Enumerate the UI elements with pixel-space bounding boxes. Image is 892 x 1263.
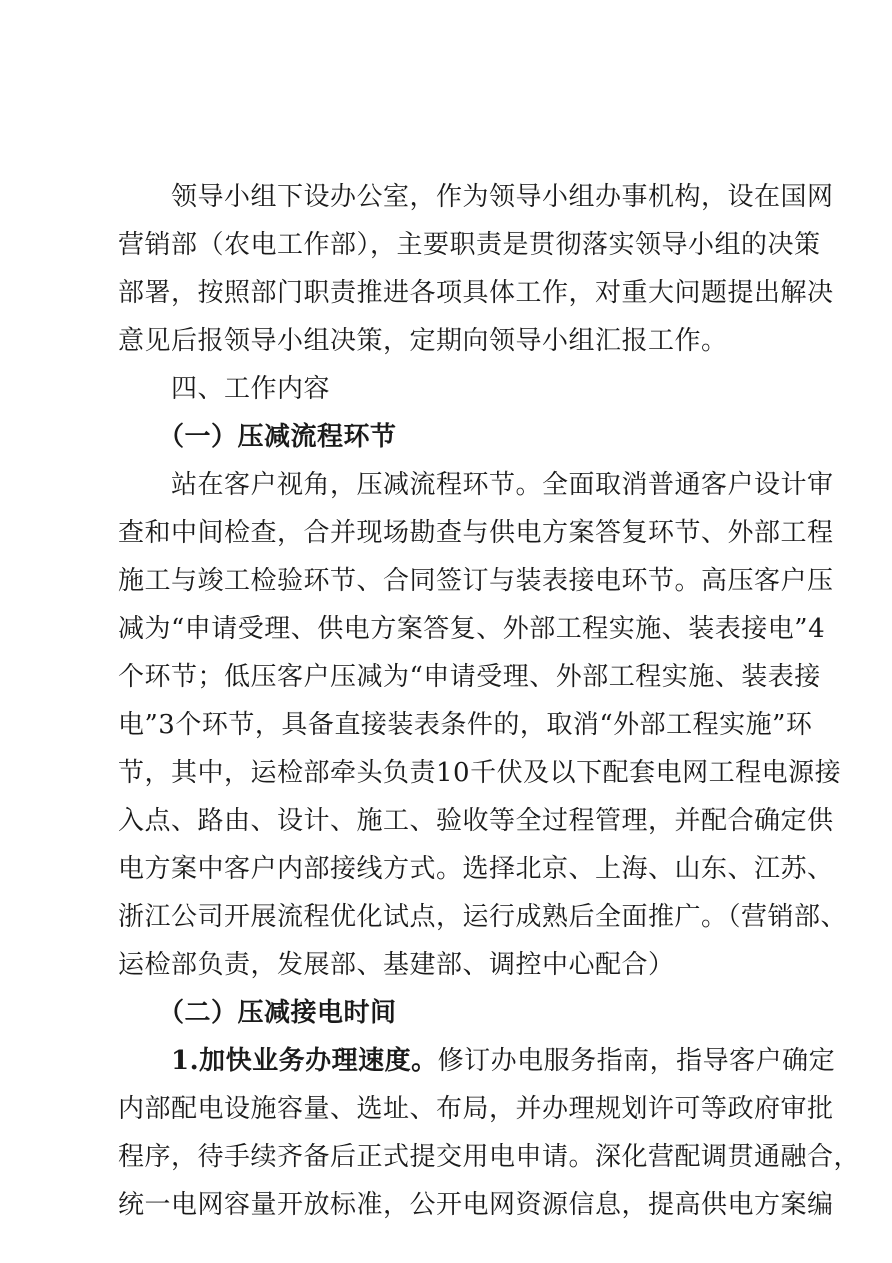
subsection-heading: （一）压减流程环节 — [118, 422, 397, 452]
text-line: 查和中间检查，合并现场勘查与供电方案答复环节、外部工程 — [118, 518, 834, 548]
text-line: 电”3个环节，具备直接装表条件的，取消“外部工程实施”环 — [118, 710, 813, 740]
text-line: 入点、路由、设计、施工、验收等全过程管理，并配合确定供 — [118, 806, 834, 836]
text-line: 意见后报领导小组决策，定期向领导小组汇报工作。 — [118, 326, 728, 356]
text-line: 领导小组下设办公室，作为领导小组办事机构，设在国网 — [118, 182, 834, 212]
text-line: 内部配电设施容量、选址、布局，并办理规划许可等政府审批 — [118, 1094, 834, 1124]
text-line: 个环节；低压客户压减为“申请受理、外部工程实施、装表接 — [118, 662, 821, 692]
text-line: 统一电网容量开放标准，公开电网资源信息，提高供电方案编 — [118, 1190, 834, 1220]
text-line: 程序，待手续齐备后正式提交用电申请。深化营配调贯通融合， — [118, 1142, 861, 1172]
text-line: 部署，按照部门职责推进各项具体工作，对重大问题提出解决 — [118, 278, 834, 308]
text-line — [118, 1046, 836, 1076]
section-heading: 四、工作内容 — [118, 374, 331, 404]
text-line: 浙江公司开展流程优化试点，运行成熟后全面推广。（营销部、 — [118, 902, 848, 932]
text-line: 节，其中，运检部牵头负责10千伏及以下配套电网工程电源接 — [118, 758, 842, 788]
text-line: 施工与竣工检验环节、合同签订与装表接电环节。高压客户压 — [118, 566, 834, 596]
text-line: 营销部（农电工作部），主要职责是贯彻落实领导小组的决策 — [118, 230, 821, 260]
text-line: 减为“申请受理、供电方案答复、外部工程实施、装表接电”4 — [118, 614, 826, 644]
text-line: 运检部负责，发展部、基建部、调控中心配合） — [118, 950, 675, 980]
text-line: 站在客户视角，压减流程环节。全面取消普通客户设计审 — [118, 470, 834, 500]
subsection-heading: （二）压减接电时间 — [118, 998, 397, 1028]
text-line: 电方案中客户内部接线方式。选择北京、上海、山东、江苏、 — [118, 854, 834, 884]
item-lead: 1.加快业务办理速度。 — [118, 1046, 438, 1076]
item-text: 修订办电服务指南，指导客户确定 — [437, 1046, 836, 1076]
